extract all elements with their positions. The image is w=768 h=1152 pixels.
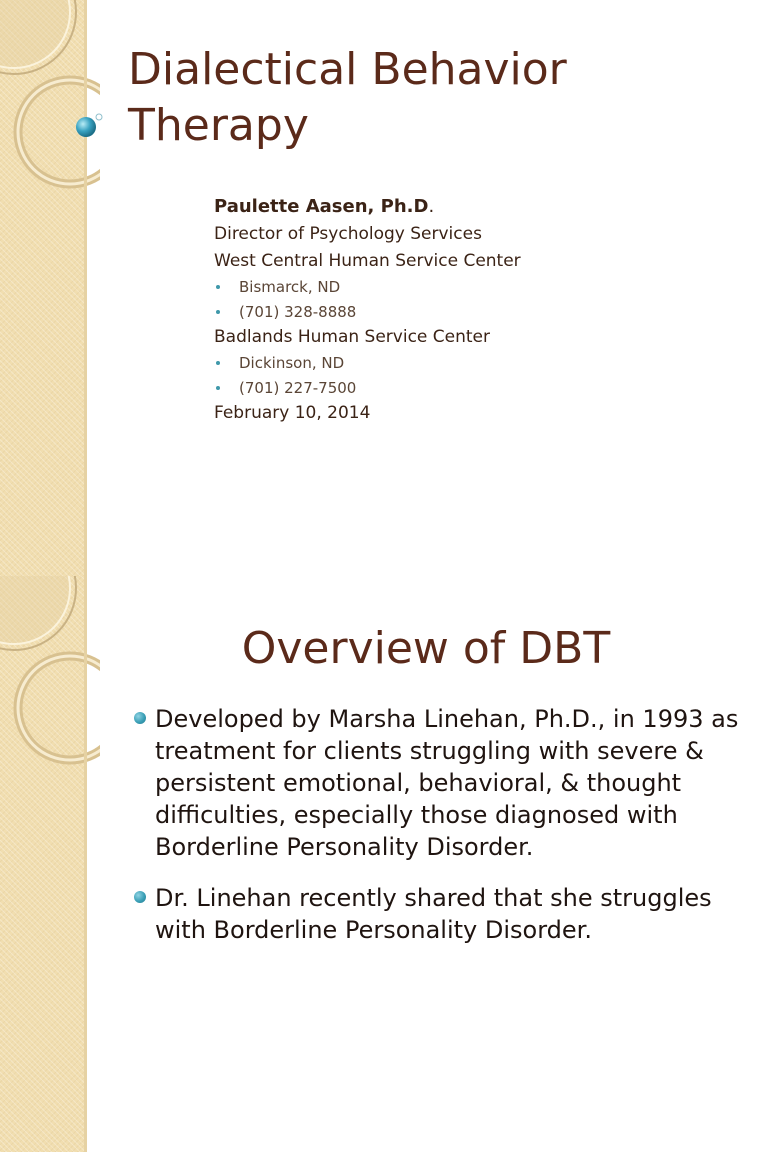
bullet-text: Dr. Linehan recently shared that she struggles with Borderline Personality Disorder.	[155, 884, 712, 944]
bullet-list	[133, 703, 753, 965]
center-city: Dickinson, ND	[239, 354, 345, 372]
decorative-side-strip	[0, 0, 84, 576]
bullet-dot-icon	[216, 361, 220, 365]
center-phone: (701) 328-8888	[239, 302, 357, 321]
center-detail	[214, 300, 734, 325]
bullet-dot-icon	[216, 310, 220, 314]
overview-slide	[0, 576, 768, 1152]
bullet-dot-icon	[216, 386, 220, 390]
blue-orb-icon	[74, 113, 104, 143]
bullet-dot-icon	[216, 285, 220, 289]
center-name: Badlands Human Service Center	[214, 327, 491, 347]
center-city: Bismarck, ND	[239, 278, 341, 296]
bullet-text: Developed by Marsha Linehan, Ph.D., in 1993 as treatment for clients struggling with severe & persistent emotional, behavioral, & thought difficulties, especially those diagnosed with Borderline Personality Disorder.	[155, 705, 739, 861]
center-detail	[214, 351, 734, 376]
center-detail	[214, 275, 734, 300]
presentation-date: February 10, 2014	[214, 403, 371, 423]
bullet-item	[133, 882, 753, 946]
presenter-name-suffix: .	[428, 196, 435, 217]
decorative-side-strip	[0, 576, 84, 1152]
strip-edge	[84, 0, 87, 576]
slide-title: Overview of DBT	[241, 623, 611, 674]
center-detail	[214, 376, 734, 401]
presenter-role: Director of Psychology Services	[214, 224, 482, 244]
center-name: West Central Human Service Center	[214, 251, 521, 271]
presenter-name-text: Paulette Aasen, Ph.D	[214, 196, 429, 217]
bullet-orb-icon	[134, 891, 146, 903]
presenter-info	[214, 193, 734, 427]
center-phone: (701) 227-7500	[239, 378, 357, 397]
slide-title: Dialectical Behavior Therapy	[128, 44, 567, 151]
bullet-item	[133, 703, 753, 863]
presenter-name	[214, 193, 734, 221]
bullet-orb-icon	[134, 712, 146, 724]
